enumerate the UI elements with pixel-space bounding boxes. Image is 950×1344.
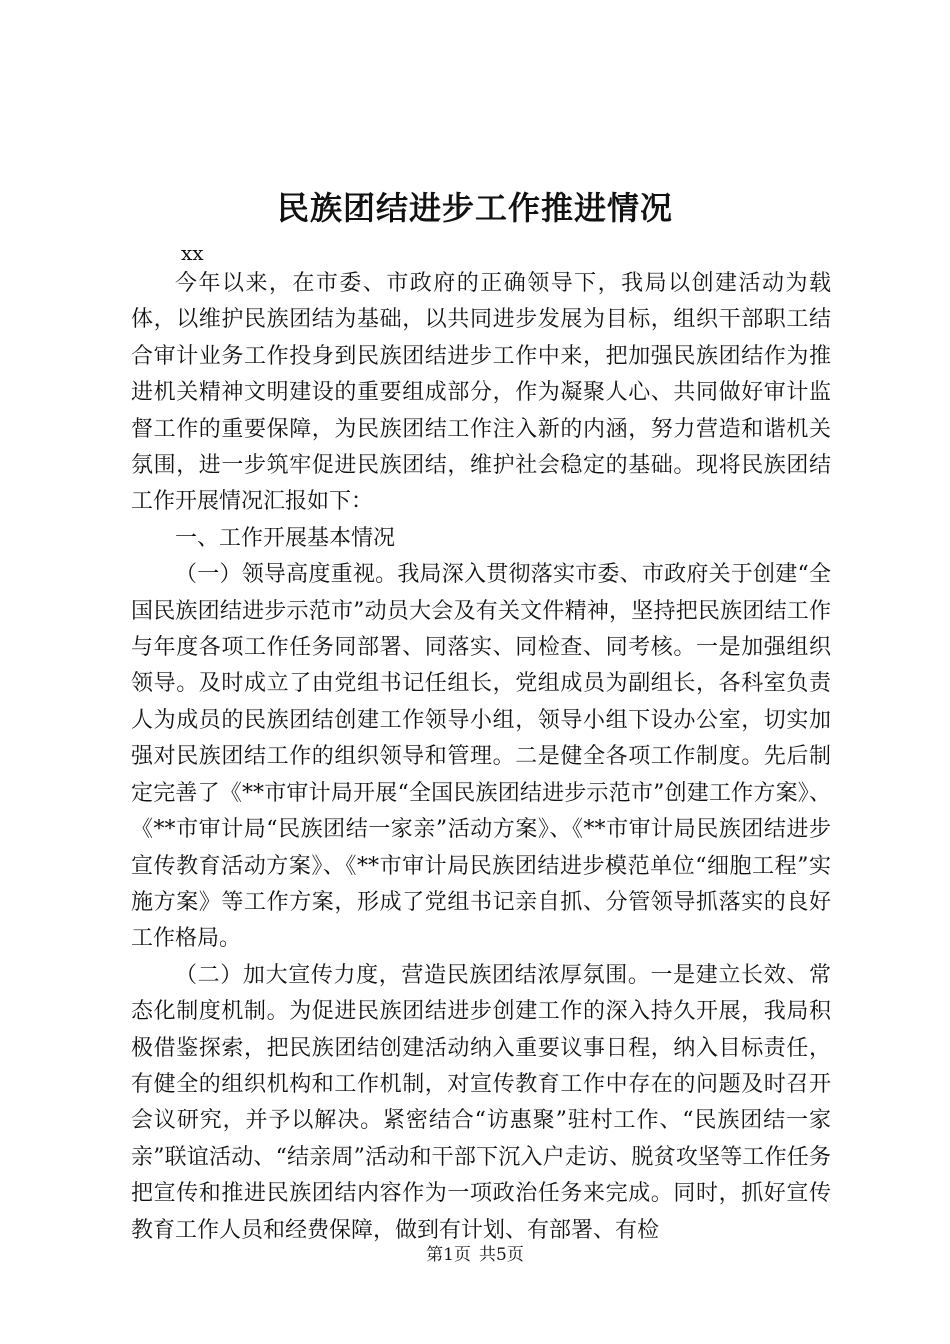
subsection-paragraph-1: （一）领导高度重视。我局深入贯彻落实市委、市政府关于创建“全国民族团结进步示范市”动员大会及有关文件精神，坚持把民族团结工作与年度各项工作任务同部署、同落实、同检查、同考核。一是加强组织领导。及时成立了由党组书记任组长，党组成员为副组长，各科室负责人为成员的民族团结创建工作领导小组，领导小组下设办公室，切实加强对民族团结工作的组织领导和管理。二是健全各项工作制度。先后制定完善了《**市审计局开展“全国民族团结进步示范市”创建工作方案》、《**市审计局“民族团结一家亲”活动方案》、《**市审计局民族团结进步宣传教育活动方案》、《**市审计局民族团结进步模范单位“细胞工程”实施方案》等工作方案，形成了党组书记亲自抓、分管领导抓落实的良好工作格局。 xyxy=(131,562,831,952)
document-title: 民族团结进步工作推进情况 xyxy=(276,189,673,227)
document-author: xx xyxy=(181,241,204,265)
page-footer xyxy=(0,1244,950,1266)
subsection-paragraph-2: （二）加大宣传力度，营造民族团结浓厚氛围。一是建立长效、常态化制度机制。为促进民族团结进步创建工作的深入持久开展，我局积极借鉴探索，把民族团结创建活动纳入重要议事日程，纳入目标责任，有健全的组织机构和工作机制，对宣传教育工作中存在的问题及时召开会议研究，并予以解决。紧密结合“访惠聚”驻村工作、“民族团结一家亲”联谊活动、“结亲周”活动和干部下沉入户走访、脱贫攻坚等工作任务把宣传和推进民族团结内容作为一项政治任务来完成。同时，抓好宣传教育工作人员和经费保障，做到有计划、有部署、有检 xyxy=(131,962,831,1243)
intro-paragraph: 今年以来，在市委、市政府的正确领导下，我局以创建活动为载体，以维护民族团结为基础，以共同进步发展为目标，组织干部职工结合审计业务工作投身到民族团结进步工作中来，把加强民族团结作为推进机关精神文明建设的重要组成部分，作为凝聚人心、共同做好审计监督工作的重要保障，为民族团结工作注入新的内涵，努力营造和谐机关氛围，进一步筑牢促进民族团结，维护社会稳定的基础。现将民族团结工作开展情况汇报如下： xyxy=(131,271,831,515)
document-body xyxy=(131,266,831,1249)
section-heading: 一、工作开展基本情况 xyxy=(175,525,396,551)
page-number: 第1页 xyxy=(426,1245,471,1265)
page-total: 共5页 xyxy=(479,1245,524,1265)
